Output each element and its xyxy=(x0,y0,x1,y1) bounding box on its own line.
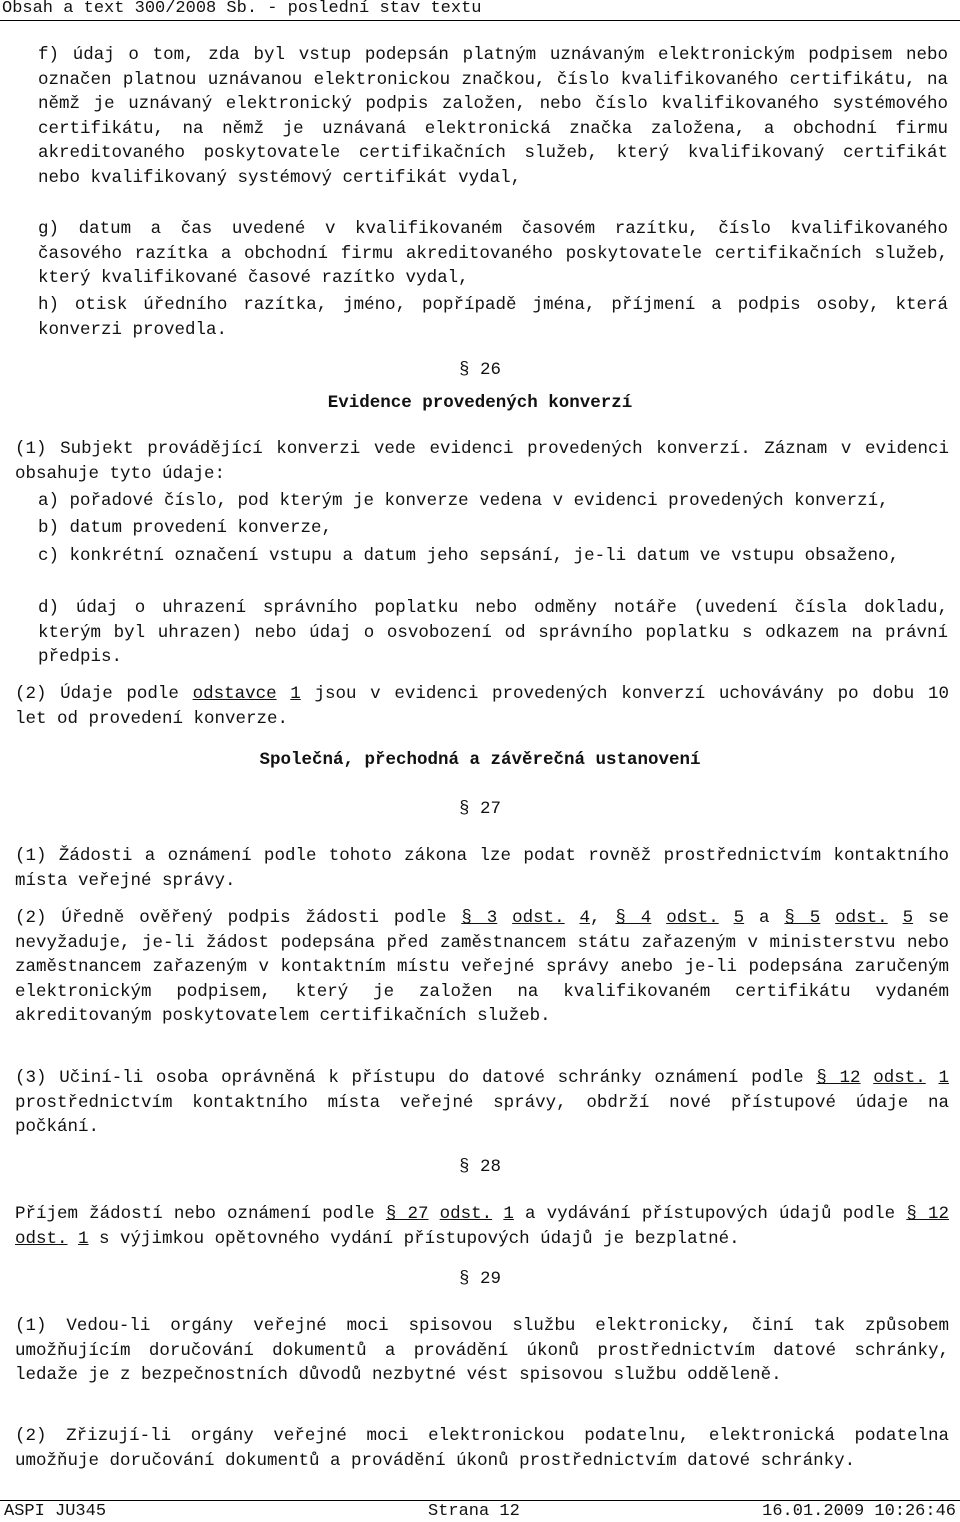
s26-item-c: c) konkrétní označení vstupu a datum jeho sepsání, je-li datum ve vstupu obsaženo, xyxy=(38,546,900,566)
list-item-h: h) otisk úředního razítka, jméno, popřípadě jména, příjmení a podpis osoby, která konverzi provedla. xyxy=(38,295,948,340)
link-odst[interactable]: odst. xyxy=(666,908,719,928)
document-title: Obsah a text 300/2008 Sb. - poslední stav textu xyxy=(2,0,482,18)
section-number-26: § 26 xyxy=(458,360,501,380)
link-section-5[interactable]: § 5 xyxy=(784,908,821,928)
section-number-28: § 28 xyxy=(458,1157,501,1177)
s28-paragraph: Příjem žádostí nebo oznámení podle § 27 odst. 1 a vydávání přístupových údajů podle § 12 odst. 1 s výjimkou opětovného vydání přístupových údajů je bezplatné. xyxy=(15,1204,949,1249)
s29-paragraph-2: (2) Zřizují-li orgány veřejné moci elektronickou podatelnu, elektronická podatelna umožňuje doručování dokumentů a provádění úkonů prostřednictvím datové schránky. xyxy=(15,1426,949,1471)
link-odst-number[interactable]: 5 xyxy=(902,908,914,928)
section-number-29: § 29 xyxy=(458,1269,501,1289)
link-odstavce-number[interactable]: 1 xyxy=(290,684,301,704)
page-header xyxy=(0,0,960,21)
section-number-27: § 27 xyxy=(458,799,501,819)
link-odst-number[interactable]: 1 xyxy=(503,1204,514,1224)
link-odst[interactable]: odst. xyxy=(512,908,565,928)
s26-item-a: a) pořadové číslo, pod kterým je konverze vedena v evidenci provedených konverzí, xyxy=(38,491,889,511)
link-odst[interactable]: odst. xyxy=(439,1204,493,1224)
s27-paragraph-2: (2) Úředně ověřený podpis žádosti podle § 3 odst. 4, § 4 odst. 5 a § 5 odst. 5 se nevyžaduje, je-li žádost podepsána před zaměstnancem státu zařazeným v ministerstvu nebo zaměstnancem zařazeným v kontaktním místu veřejné správy anebo je-li podepsána zaručeným elektronickým podpisem, který je založen na kvalifikovaném certifikátu vydaném akreditovaným poskytovatelem certifikačních služeb. xyxy=(15,908,949,1026)
s27-paragraph-3: (3) Učiní-li osoba oprávněná k přístupu do datové schránky oznámení podle § 12 odst. 1 prostřednictvím kontaktního místa veřejné správy, obdrží nové přístupové údaje na počkání. xyxy=(15,1068,949,1137)
link-section-4[interactable]: § 4 xyxy=(615,908,652,928)
link-section-12[interactable]: § 12 xyxy=(816,1068,861,1088)
link-odst-number[interactable]: 1 xyxy=(938,1068,949,1088)
list-item-g: g) datum a čas uvedené v kvalifikovaném časovém razítku, číslo kvalifikovaného časového razítka a obchodní firmu akreditovaného poskytovatele certifikačních služeb, který kvalifikované časové razítko vydal, xyxy=(38,219,948,288)
link-odst-number[interactable]: 1 xyxy=(78,1228,89,1249)
s29-paragraph-1: (1) Vedou-li orgány veřejné moci spisovou službu elektronicky, činí tak způsobem umožňujícím doručování dokumentů a provádění úkonů prostřednictvím datové schránky, ledaže je z bezpečnostních důvodů nezbytné vést spisovou službu odděleně. xyxy=(15,1316,949,1385)
link-section-27[interactable]: § 27 xyxy=(385,1204,429,1224)
page-number: Strana 12 xyxy=(428,1502,520,1521)
s27-paragraph-1: (1) Žádosti a oznámení podle tohoto zákona lze podat rovněž prostřednictvím kontaktního místa veřejné správy. xyxy=(15,846,949,891)
link-odstavce[interactable]: odstavce xyxy=(192,684,277,704)
page-footer xyxy=(0,1500,960,1522)
list-item-f: f) údaj o tom, zda byl vstup podepsán platným uznávaným elektronickým podpisem nebo označen platnou uznávanou elektronickou značkou, číslo kvalifikovaného certifikátu, na němž je uznávaný elektronický podpis založen, nebo číslo kvalifikovaného systémového certifikátu, na němž je uznávaná elektronická značka založena, a obchodní firmu akreditovaného poskytovatele certifikačních služeb, který kvalifikovaný certifikát nebo kvalifikovaný systémový certifikát vydal, xyxy=(38,45,948,188)
link-odst-number[interactable]: 5 xyxy=(733,908,745,928)
link-odst-number[interactable]: 4 xyxy=(579,908,591,928)
link-section-12[interactable]: § 12 xyxy=(906,1204,949,1224)
footer-timestamp: 16.01.2009 10:26:46 xyxy=(762,1502,956,1521)
footer-left: ASPI JU345 xyxy=(4,1502,107,1521)
s26-item-b: b) datum provedení konverze, xyxy=(38,518,333,538)
link-odst[interactable]: odst. xyxy=(835,908,888,928)
link-section-3[interactable]: § 3 xyxy=(461,908,498,928)
s26-paragraph-1: (1) Subjekt provádějící konverzi vede evidenci provedených konverzí. Záznam v evidenci obsahuje tyto údaje: xyxy=(15,439,949,484)
section-title-26: Evidence provedených konverzí xyxy=(327,393,633,413)
part-title: Společná, přechodná a závěrečná ustanovení xyxy=(259,750,701,770)
link-odst[interactable]: odst. xyxy=(15,1228,68,1249)
link-odst[interactable]: odst. xyxy=(873,1068,926,1088)
s26-paragraph-2: (2) Údaje podle odstavce 1 jsou v evidenci provedených konverzí uchovávány po dobu 10 let od provedení konverze. xyxy=(15,684,949,729)
s26-item-d: d) údaj o uhrazení správního poplatku nebo odměny notáře (uvedení čísla dokladu, kterým byl uhrazen) nebo údaj o osvobození od správního poplatku s odkazem na právní předpis. xyxy=(38,598,948,667)
